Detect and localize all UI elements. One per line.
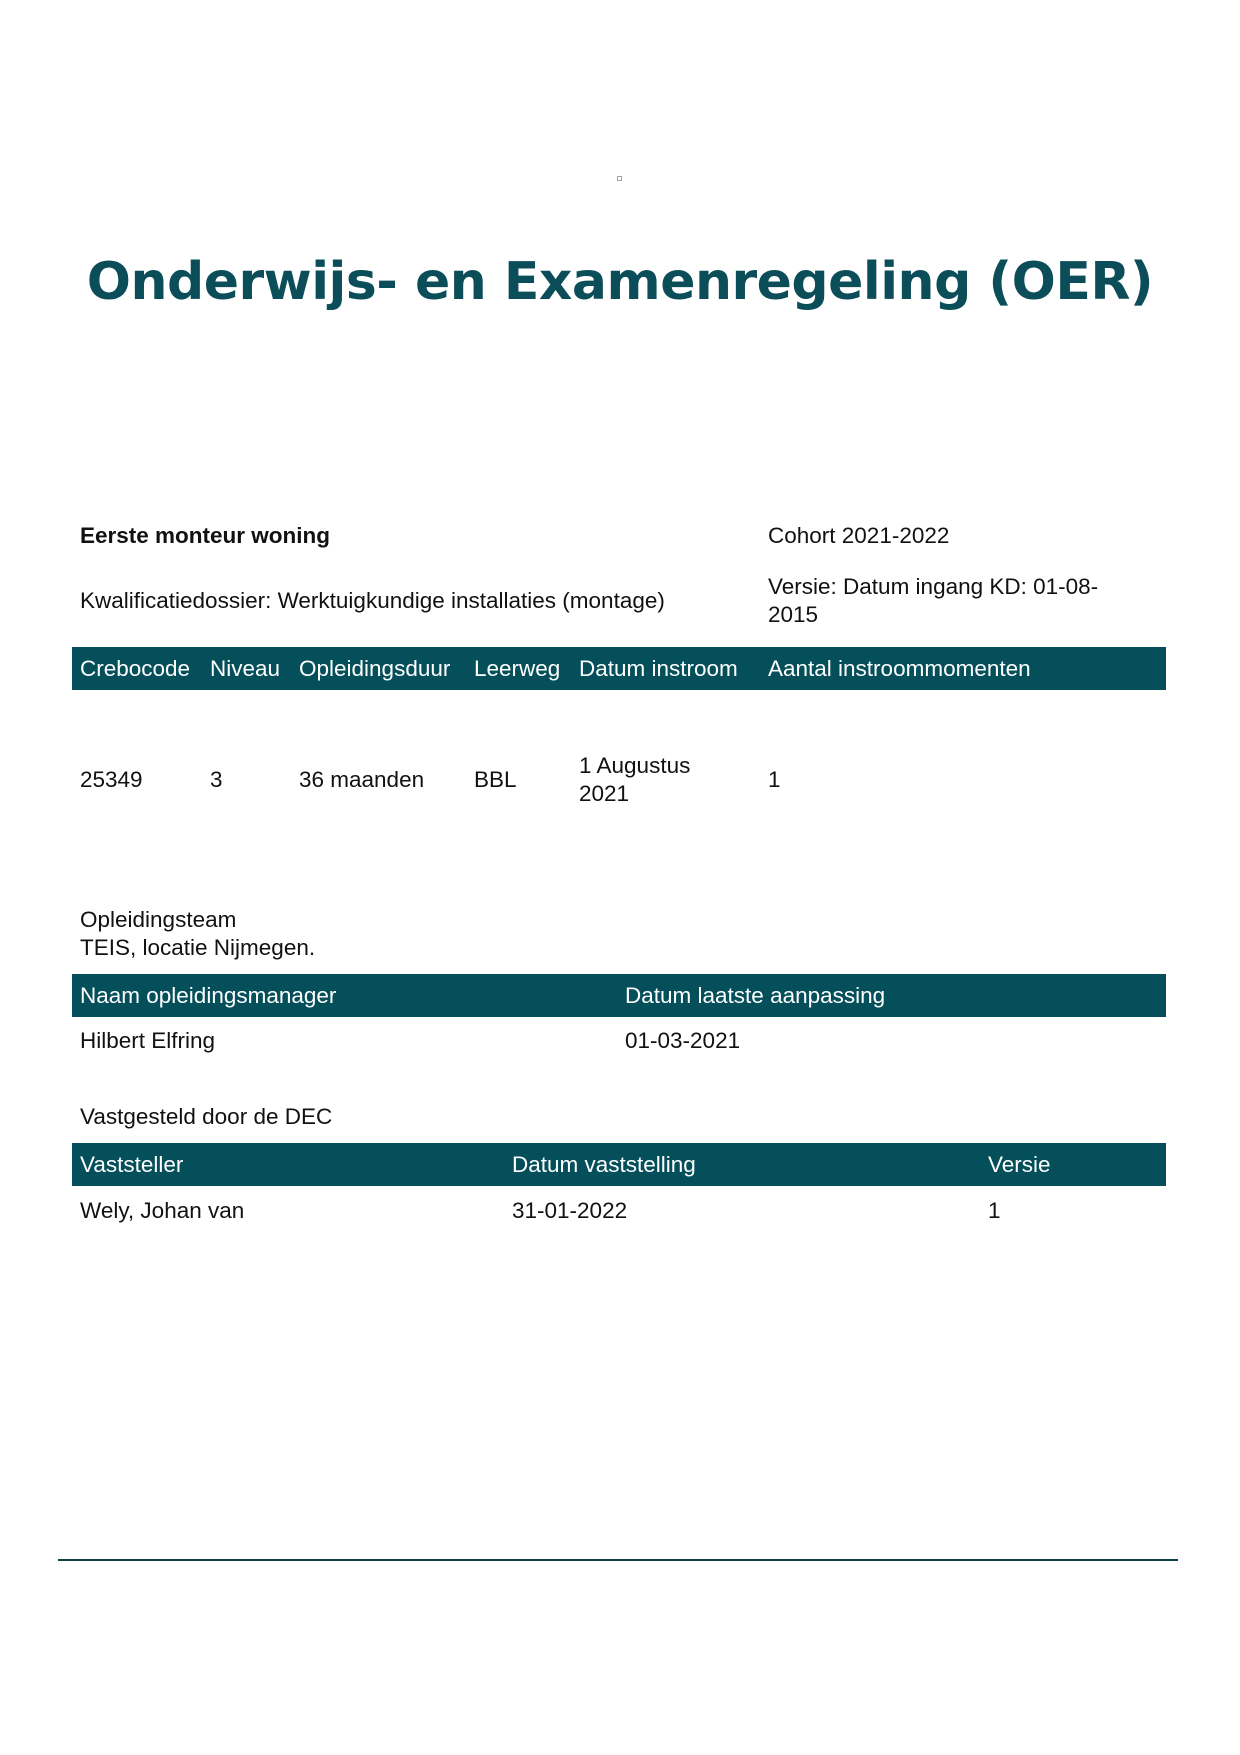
cohort-label: Cohort 2021-2022	[768, 523, 950, 548]
cell-datum-vaststelling: 31-01-2022	[512, 1198, 628, 1223]
header-datum-vaststelling: Datum vaststelling	[512, 1152, 696, 1177]
approval-table-header	[72, 1143, 1166, 1186]
manager-table-header	[72, 974, 1166, 1017]
header-datum-instroom: Datum instroom	[579, 656, 738, 681]
header-leerweg: Leerweg	[474, 656, 561, 681]
header-vaststeller: Vaststeller	[80, 1152, 184, 1177]
team-label: Opleidingsteam	[80, 907, 237, 932]
cell-datum-instroom-line2: 2021	[579, 781, 630, 806]
page-anchor-marker	[617, 176, 622, 181]
header-niveau: Niveau	[210, 656, 281, 681]
page-title: Onderwijs- en Examenregeling (OER)	[86, 252, 1154, 312]
header-crebocode: Crebocode	[80, 656, 191, 681]
cell-datum-instroom-line1: 1 Augustus	[579, 753, 691, 778]
cell-crebocode: 25349	[80, 767, 143, 792]
team-location: TEIS, locatie Nijmegen.	[80, 935, 316, 960]
header-naam-opleidingsmanager: Naam opleidingsmanager	[80, 983, 337, 1008]
cell-aantal-instroommomenten: 1	[768, 767, 781, 792]
cell-manager-name: Hilbert Elfring	[80, 1028, 216, 1053]
version-date-line2: 2015	[768, 602, 819, 627]
footer-divider	[58, 1559, 1178, 1561]
cell-versie: 1	[988, 1198, 1001, 1223]
header-aantal-instroommomenten: Aantal instroommomenten	[768, 656, 1031, 681]
header-opleidingsduur: Opleidingsduur	[299, 656, 451, 681]
cell-opleidingsduur: 36 maanden	[299, 767, 425, 792]
program-name: Eerste monteur woning	[80, 523, 331, 548]
cell-leerweg: BBL	[474, 767, 517, 792]
version-date-line1: Versie: Datum ingang KD: 01-08-	[768, 574, 1099, 599]
cell-vaststeller: Wely, Johan van	[80, 1198, 245, 1223]
header-versie: Versie	[988, 1152, 1051, 1177]
cell-last-modified-date: 01-03-2021	[625, 1028, 741, 1053]
approval-caption: Vastgesteld door de DEC	[80, 1104, 333, 1129]
cell-niveau: 3	[210, 767, 223, 792]
program-table-header	[72, 647, 1166, 690]
header-datum-laatste-aanpassing: Datum laatste aanpassing	[625, 983, 886, 1008]
qualification-dossier: Kwalificatiedossier: Werktuigkundige installaties (montage)	[80, 588, 665, 613]
